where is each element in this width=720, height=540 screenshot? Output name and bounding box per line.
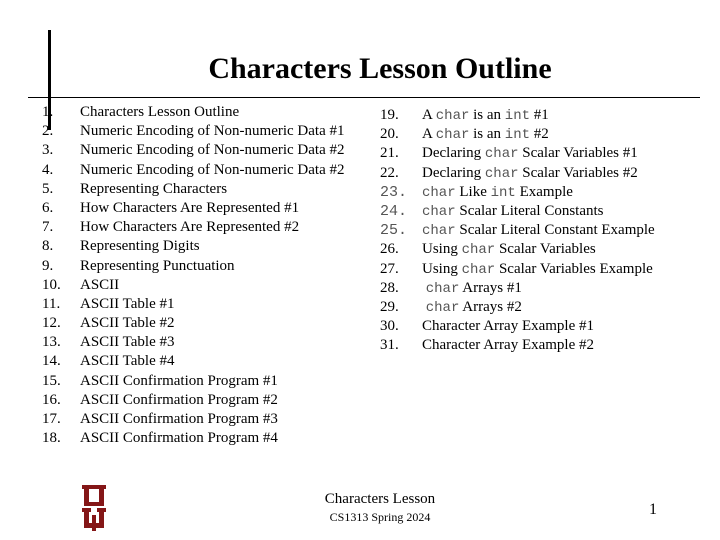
outline-item-number: 21.	[380, 145, 399, 162]
outline-item-number: 7.	[42, 219, 54, 236]
outline-text-part: ASCII Confirmation Program #3	[80, 411, 278, 427]
outline-text-part: Scalar Literal Constant Example	[455, 222, 655, 239]
outline-item-text	[80, 103, 239, 122]
outline-item-text	[80, 257, 235, 276]
title-horizontal-rule	[28, 97, 700, 98]
outline-text-part: Numeric Encoding of Non-numeric Data #2	[80, 161, 345, 178]
outline-item-number: 12.	[42, 315, 61, 332]
outline-item-text	[80, 161, 345, 180]
outline-item-number: 2.	[42, 123, 54, 140]
outline-item	[380, 144, 655, 163]
outline-item-text	[422, 317, 594, 336]
outline-item-text	[80, 180, 227, 199]
outline-item	[42, 314, 345, 333]
outline-item-text	[422, 164, 638, 183]
outline-item-text	[80, 295, 175, 314]
outline-item-number: 26.	[380, 241, 399, 258]
outline-item	[380, 317, 655, 336]
outline-item-number: 6.	[42, 199, 54, 216]
outline-item-text	[80, 391, 278, 410]
outline-text-part: ASCII Table #2	[80, 315, 175, 332]
outline-item	[380, 336, 655, 355]
outline-item-number: 9.	[42, 257, 54, 274]
outline-item-number: 3.	[42, 142, 54, 159]
outline-item	[42, 180, 345, 199]
outline-text-part: Character Array Example #2	[422, 337, 595, 354]
outline-text-part: A	[422, 126, 436, 143]
outline-text-part: Scalar Variables #2	[518, 164, 638, 181]
outline-text-part: Character Array Example #1	[422, 318, 595, 335]
code-keyword: int	[504, 108, 531, 124]
outline-item-text	[80, 199, 299, 218]
outline-text-part: Arrays #1	[459, 279, 522, 296]
outline-text-part: Representing Digits	[80, 238, 200, 255]
code-keyword: char	[425, 280, 460, 297]
outline-item	[42, 429, 345, 448]
code-keyword: char	[461, 261, 496, 278]
code-keyword: char	[484, 165, 519, 182]
outline-item	[380, 164, 655, 183]
outline-text-part: is an	[469, 107, 505, 123]
outline-item	[42, 333, 345, 352]
outline-item	[42, 103, 345, 122]
outline-text-part: ASCII Table #4	[80, 353, 175, 370]
code-keyword: int	[490, 184, 516, 201]
outline-text-part: ASCII	[80, 276, 120, 293]
code-keyword: char	[422, 223, 456, 240]
outline-item	[380, 279, 655, 298]
outline-item-number: 11.	[42, 295, 61, 312]
outline-text-part: Numeric Encoding of Non-numeric Data #1	[80, 123, 345, 140]
outline-item-number: 8.	[42, 238, 54, 255]
outline-item	[380, 221, 655, 240]
outline-item	[42, 161, 345, 180]
outline-item	[380, 202, 655, 221]
outline-text-part: Scalar Variables	[495, 241, 596, 258]
outline-item-text	[422, 221, 655, 240]
outline-item-number: 1.	[42, 104, 54, 120]
outline-text-part: ASCII Confirmation Program #4	[80, 430, 278, 447]
outline-item-number: 20.	[380, 126, 399, 143]
outline-item-text	[422, 279, 522, 298]
outline-item	[42, 257, 345, 276]
outline-item-text	[80, 141, 345, 160]
outline-item	[42, 295, 345, 314]
code-keyword: char	[422, 184, 456, 201]
code-keyword: char	[484, 146, 519, 163]
outline-item-text	[80, 410, 278, 429]
outline-text-part: A	[422, 107, 436, 123]
outline-item	[42, 237, 345, 256]
outline-item-text	[422, 183, 573, 202]
outline-item-number: 19.	[380, 107, 399, 123]
outline-text-part: Declaring	[422, 164, 485, 181]
outline-item-text	[422, 260, 653, 279]
outline-text-part: Like	[455, 183, 491, 200]
outline-text-part: Characters Lesson Outline	[80, 104, 240, 120]
code-keyword: char	[422, 203, 456, 220]
outline-list-left	[42, 103, 345, 448]
outline-item-number: 28.	[380, 279, 399, 296]
page-number: 1	[649, 501, 657, 518]
outline-item-text	[80, 372, 278, 391]
outline-item	[380, 260, 655, 279]
outline-text-part: Scalar Variables #1	[518, 145, 638, 162]
outline-text-part: #2	[530, 126, 549, 143]
code-keyword: char	[461, 242, 496, 259]
outline-text-part: Using	[422, 260, 462, 277]
outline-item-text	[422, 298, 522, 317]
outline-text-part: Example	[515, 183, 573, 200]
outline-item	[42, 122, 345, 141]
outline-item	[42, 218, 345, 237]
outline-item-number: 30.	[380, 318, 399, 335]
outline-item-text	[422, 125, 549, 144]
outline-text-part: Representing Punctuation	[80, 257, 235, 274]
outline-item-number: 14.	[42, 353, 61, 370]
outline-item	[380, 183, 655, 202]
outline-item-text	[80, 276, 119, 295]
outline-item	[42, 410, 345, 429]
slide-title: Characters Lesson Outline	[208, 52, 552, 85]
outline-text-part: How Characters Are Represented #1	[80, 199, 300, 216]
outline-item	[42, 391, 345, 410]
outline-item	[380, 298, 655, 317]
outline-item-text	[80, 333, 175, 352]
outline-text-part: #1	[530, 107, 549, 123]
code-keyword: char	[435, 127, 470, 144]
outline-item-text	[422, 240, 596, 259]
outline-item-text	[422, 336, 594, 355]
outline-item-number: 25.	[380, 222, 408, 240]
outline-item-number: 27.	[380, 260, 399, 277]
code-keyword: int	[504, 127, 531, 144]
outline-item	[42, 199, 345, 218]
outline-text-part: How Characters Are Represented #2	[80, 219, 300, 236]
outline-text-part: Numeric Encoding of Non-numeric Data #2	[80, 142, 345, 159]
outline-text-part: Declaring	[422, 145, 485, 162]
outline-text-part: Arrays #2	[459, 298, 522, 315]
outline-item-text	[80, 314, 175, 333]
outline-item-text	[422, 202, 604, 221]
outline-item-number: 23.	[380, 183, 408, 201]
outline-item-number: 22.	[380, 164, 399, 181]
outline-text-part: ASCII Confirmation Program #2	[80, 391, 278, 408]
outline-item-number: 15.	[42, 372, 61, 389]
outline-text-part: Scalar Literal Constants	[455, 202, 604, 219]
outline-item-text	[80, 352, 175, 371]
outline-item-number: 5.	[42, 180, 54, 197]
footer-course: CS1313 Spring 2024	[329, 510, 431, 524]
outline-item	[42, 141, 345, 160]
outline-item	[380, 125, 655, 144]
outline-text-part: Using	[422, 241, 462, 258]
outline-item	[42, 276, 345, 295]
outline-item-text	[80, 429, 278, 448]
outline-text-part: Representing Characters	[80, 180, 228, 197]
outline-item-text	[422, 144, 638, 163]
outline-item	[42, 352, 345, 371]
outline-item-number: 4.	[42, 161, 54, 178]
outline-item	[380, 240, 655, 259]
outline-item-text	[80, 218, 299, 237]
code-keyword: char	[435, 108, 470, 124]
outline-text-part: is an	[469, 126, 505, 143]
outline-item-number: 18.	[42, 430, 61, 447]
outline-item-number: 17.	[42, 411, 61, 427]
outline-list-right	[380, 106, 655, 355]
outline-item-number: 16.	[42, 391, 61, 408]
code-keyword: char	[425, 299, 460, 316]
outline-item	[42, 372, 345, 391]
outline-item-number: 10.	[42, 276, 61, 293]
outline-item-number: 29.	[380, 298, 399, 315]
outline-item-number: 24.	[380, 202, 408, 220]
outline-item-text	[80, 237, 200, 256]
outline-text-part: ASCII Table #3	[80, 334, 175, 351]
outline-text-part: Scalar Variables Example	[495, 260, 653, 277]
outline-item	[380, 106, 655, 125]
outline-text-part: ASCII Table #1	[80, 295, 175, 312]
outline-item-number: 31.	[380, 337, 399, 354]
outline-item-number: 13.	[42, 334, 61, 351]
outline-text-part: ASCII Confirmation Program #1	[80, 372, 278, 389]
footer-lesson-title: Characters Lesson	[324, 491, 436, 507]
outline-item-text	[422, 106, 549, 125]
outline-item-text	[80, 122, 345, 141]
